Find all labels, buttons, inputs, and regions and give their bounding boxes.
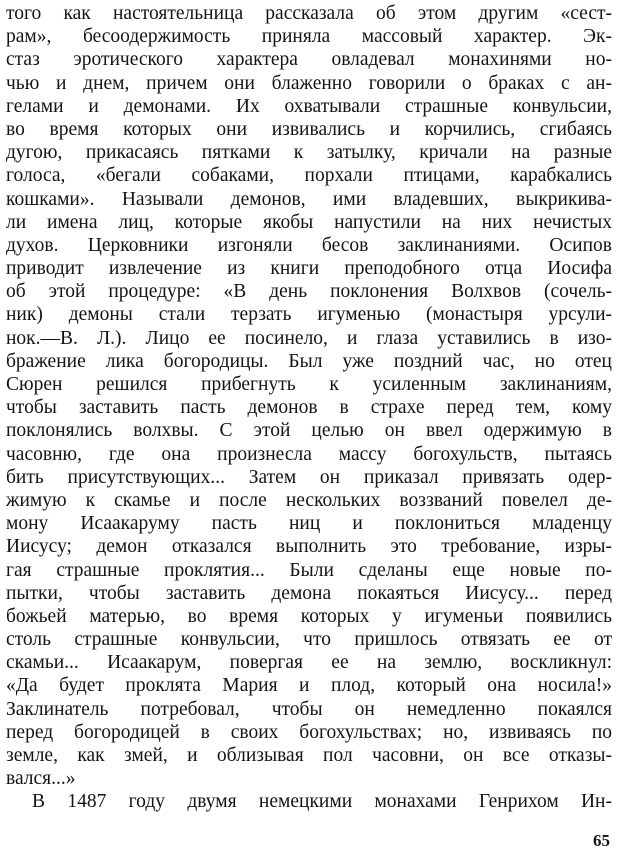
page-number: 65 [593, 831, 610, 850]
text-line: бражение лика богородицы. Был уже поздний час, но отец [6, 350, 612, 372]
text-line: земле, как змей, и облизывая пол часовни, он все отказы- [6, 745, 612, 766]
text-line: чью и днем, причем они блаженно говорили о браках с ан- [6, 72, 612, 94]
text-line: чтобы заставить пасть демонов в страхе перед тем, кому [6, 397, 612, 419]
text-line: часовню, где она произнесла массу богохульств, пытаясь [6, 443, 612, 465]
text-line: мону Исаакаруму пасть ниц и поклониться младенцу [6, 513, 612, 535]
text-line: «Да будет проклята Мария и плод, который она носила!» [6, 675, 612, 697]
text-line: ник) демоны стали терзать игуменью (монастыря урсули- [6, 304, 612, 326]
text-line: пытки, чтобы заставить демона покаяться Иисусу... перед [6, 582, 612, 604]
paragraph-end-line: вался...» [6, 768, 76, 790]
text-line: стаз эротического характера овладевал монахинями но- [6, 49, 612, 71]
text-line: скамьи... Исаакарум, повергая ее на землю, воскликнул: [6, 652, 612, 674]
text-line: жимую к скамье и после нескольких воззваний повелел де- [6, 489, 612, 511]
text-line: голоса, «бегали собаками, порхали птицами, карабкались [6, 165, 612, 187]
text-line: во время которых они извивались и корчились, сгибаясь [6, 118, 612, 140]
body-text [6, 2, 612, 814]
text-line: нок.—В. Л.). Лицо ее посинело, и глаза уставились в изо- [6, 327, 612, 349]
text-line: Сюрен решился прибегнуть к усиленным заклинаниям, [6, 374, 612, 395]
text-line: кошками». Называли демонов, ими владевших, выкрикива- [6, 188, 612, 210]
text-line: гелами и демонами. Их охватывали страшные конвульсии, [6, 95, 612, 117]
text-line: духов. Церковники изгоняли бесов заклинаниями. Осипов [6, 234, 612, 256]
text-line: Иисусу; демон отказался выполнить это требование, изры- [6, 536, 612, 558]
text-line: божьей матерью, во время которых у игуменьи появились [6, 605, 612, 627]
text-line: об этой процедуре: «В день поклонения Волхвов (сочель- [6, 281, 612, 303]
text-line: Заклинатель потребовал, чтобы он немедленно покаялся [6, 698, 612, 720]
text-line: того как настоятельница рассказала об этом другим «сест- [6, 3, 612, 24]
paragraph-start-line: В 1487 году двумя немецкими монахами Генрихом Ин- [32, 791, 612, 813]
text-line: ли имена лиц, которые якобы напустили на них нечистых [6, 211, 612, 233]
text-line: дугою, прикасаясь пятками к затылку, кричали на разные [6, 142, 612, 164]
text-line: поклонялись волхвы. С этой целью он ввел одержимую в [6, 420, 612, 442]
text-line: приводит извлечение из книги преподобного отца Иосифа [6, 258, 612, 280]
text-line: рам», бесоодержимость приняла массовый характер. Эк- [6, 26, 612, 48]
text-line: гая страшные проклятия... Были сделаны еще новые по- [6, 559, 612, 581]
text-line: перед богородицей в своих богохульствах; но, извиваясь по [6, 721, 612, 743]
text-line: бить присутствующих... Затем он приказал привязать одер- [6, 466, 612, 488]
text-line: столь страшные конвульсии, что пришлось отвязать ее от [6, 629, 612, 651]
